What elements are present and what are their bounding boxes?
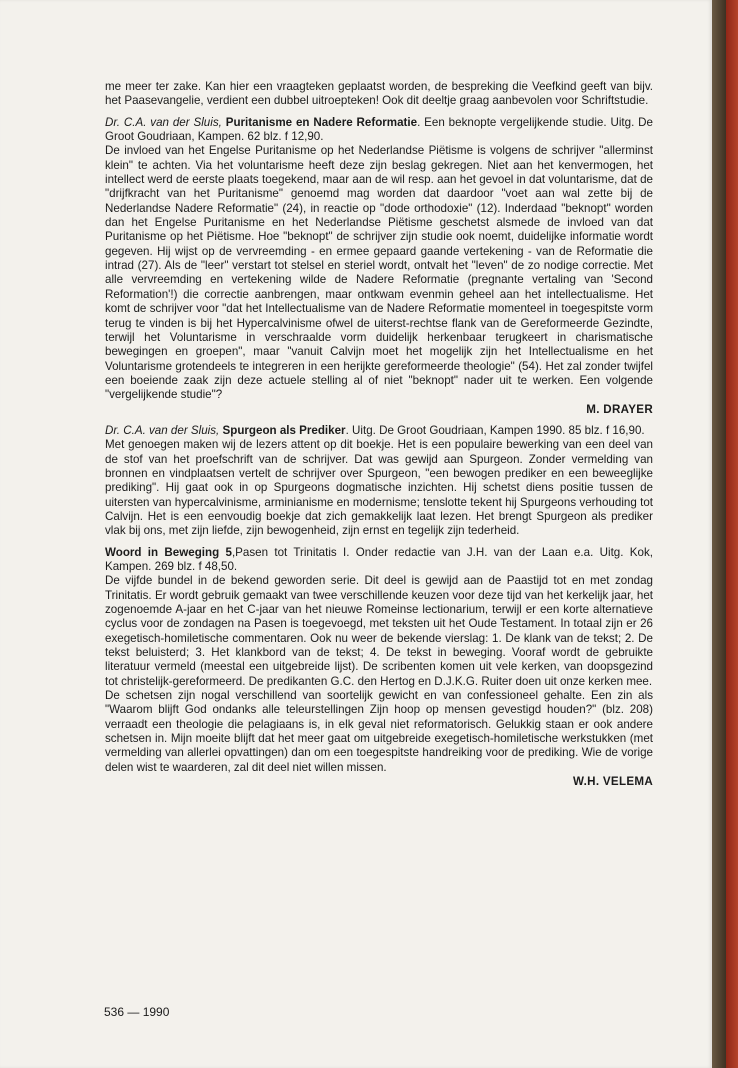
review-1-heading bbox=[105, 116, 653, 145]
review-1-author: Dr. C.A. van der Sluis, bbox=[105, 115, 222, 129]
page-footer: 536 — 1990 bbox=[104, 1005, 170, 1019]
review-1-signature: M. DRAYER bbox=[586, 402, 653, 416]
review-3-title: Woord in Beweging 5 bbox=[105, 545, 232, 559]
intro-paragraph: me meer ter zake. Kan hier een vraagteken geplaatst worden, de bespreking die Veefkind geeft van bijv. het Paasevangelie, verdient een dubbel uitroepteken! Ook dit deeltje graag aanbevolen voor Schriftstudie. bbox=[105, 80, 653, 108]
review-3-heading bbox=[105, 546, 653, 575]
review-3-meta: ,Pasen tot Trinitatis I. Onder redactie van J.H. van der Laan e.a. Uitg. Kok, Kampen. 269 blz. f 48,50. bbox=[105, 545, 653, 573]
review-1-meta: . Een beknopte vergelijkende studie. Uitg. De Groot Goudriaan, Kampen. 62 blz. f 12,90. bbox=[105, 115, 653, 144]
review-2-body: Met genoegen maken wij de lezers attent op dit boekje. Het is een populaire bewerking van een deel van de stof van het proefschrift van de schrijver. Dat was gewijd aan Spurgeon. Zonder vermelding van bronnen en vindplaatsen vertelt de schrijver over Spurgeon, "een bewogen prediker en een beweeglijke prediking". Hij gaat ook in op Spurgeons dogmatische inzichten. Hij schetst diens positie tussen de uitersten van hypercalvinisme, arminianisme en modernisme; tenslotte tekent hij Spurgeons verhouding tot Calvijn. Het is een eenvoudig boekje dat zich gemakkelijk laat lezen. Het brengt Spurgeon als prediker vlak bij ons, met zijn liefde, zijn bewogenheid, zijn ernst en tegelijk zijn tederheid. bbox=[105, 438, 653, 538]
review-2-meta: . Uitg. De Groot Goudriaan, Kampen 1990. 85 blz. f 16,90. bbox=[345, 423, 645, 437]
review-2-author: Dr. C.A. van der Sluis, bbox=[105, 423, 220, 437]
review-2-heading bbox=[105, 424, 653, 438]
book-cover-edge bbox=[726, 0, 738, 1068]
review-1-title: Puritanisme en Nadere Reformatie bbox=[225, 115, 418, 129]
review-1-body: De invloed van het Engelse Puritanisme op het Nederlandse Piëtisme is volgens de schrijver "allerminst klein" te achten. Via het voluntarisme heeft deze zijn beslag gekregen. Niet aan het kenvermogen, het intellect werd de eerste plaats toegekend, maar aan de wil resp. aan het gevoel in dat voluntarisme, dat de "drijfkracht van het Puritanisme" genoemd mag worden dat daardoor "voet aan wal zette bij de Nederlandse Nadere Reformatie" (24), in reactie op "dode orthodoxie" (12). Inderdaad "beknopt" worden dan het Engelse Puritanisme en het Nederlandse Piëtisme geschetst alsmede de invloed van dat Puritanisme op het Piëtisme. Hoe "beknopt" de schrijver zijn studie ook noemt, duidelijke informatie wordt gegeven. Hij wijst op de vervreemding - en ermee gepaard gaande vertekening - van de Reformatie die intrad (27). Als de "leer" verstart tot stelsel en steriel wordt, ontvalt het "leven" de zo nodige correctie. Met alle vervreemding en vertekening wilde de Nadere Reformatie (pregnante vertaling van 'Second Reformation'!) die correctie aanbrengen, maar ontkwam evenmin geheel aan het intellectualisme. Het komt de schrijver voor "dat het Intellectualisme van de Nadere Reformatie momenteel in toegespitste vorm terug te vinden is bij het Hypercalvinisme ofwel de uiterst-rechtse flank van de Gereformeerde Gezindte, terwijl het Voluntarisme in verschraalde vorm duidelijk herkenbaar terugkeert in charismatische bewegingen en groepen", maar "vanuit Calvijn moet het mogelijk zijn het Intellectualisme en het Voluntarisme grotendeels te integreren in een herijkte gereformeerde theologie" (54). Het zal zonder twijfel een boeiende zaak zijn deze actuele stelling al of niet "beknopt" nader uit te werken. Een volgende "vergelijkende studie"? bbox=[105, 144, 653, 402]
review-3-body-continued: De schetsen zijn nogal verschillend van soortelijk gewicht en van confessioneel gehalte. Een zin als "Waarom blijft God ondanks alle teleurstellingen Zijn hoop op mensen gevestigd houden?" (blz. 208) verraadt een theologie die pelagiaans is, in elk geval niet reformatorisch. Gelukkig staan er ook andere schetsen in. Mijn moeite blijft dat het meer gaat om uitgebreide exegetisch-homiletische werkstukken (met vermelding van allerlei opvattingen) dan om een toegespitste handreiking voor de prediking. Wie de vorige delen wist te waarderen, zal dit deel niet willen missen. bbox=[105, 689, 653, 774]
book-spine-edge bbox=[712, 0, 726, 1068]
review-2-title: Spurgeon als Prediker bbox=[222, 423, 346, 437]
review-3-signature: W.H. VELEMA bbox=[573, 775, 653, 789]
review-3-body: De vijfde bundel in de bekend geworden serie. Dit deel is gewijd aan de Paastijd tot en met zondag Trinitatis. Er wordt gebruik gemaakt van twee verschillende keuzen voor deze tijd van het kerkelijk jaar, het zogenoemde A-jaar en het C-jaar van het nieuwe Romeinse lectionarium, terwijl er een korte alternatieve cyclus voor de zondagen na Pasen is toegevoegd, met teksten uit het Oude Testament. In totaal zijn er 26 exegetisch-homiletische commentaren. Ook nu weer de bekende vierslag: 1. De klank van de tekst; 2. De tekst beluisterd; 3. Het klankbord van de tekst; 4. De tekst in beweging. Vooraf wordt de gebruikte literatuur vermeld (meestal een uitgebreide lijst). De scribenten komen uit vele kerken, van doopsgezind tot christelijk-gereformeerd. De predikanten G.C. den Hertog en D.J.K.G. Ruiter doen uit onze kerken mee. bbox=[105, 574, 653, 688]
page-text bbox=[105, 80, 653, 790]
